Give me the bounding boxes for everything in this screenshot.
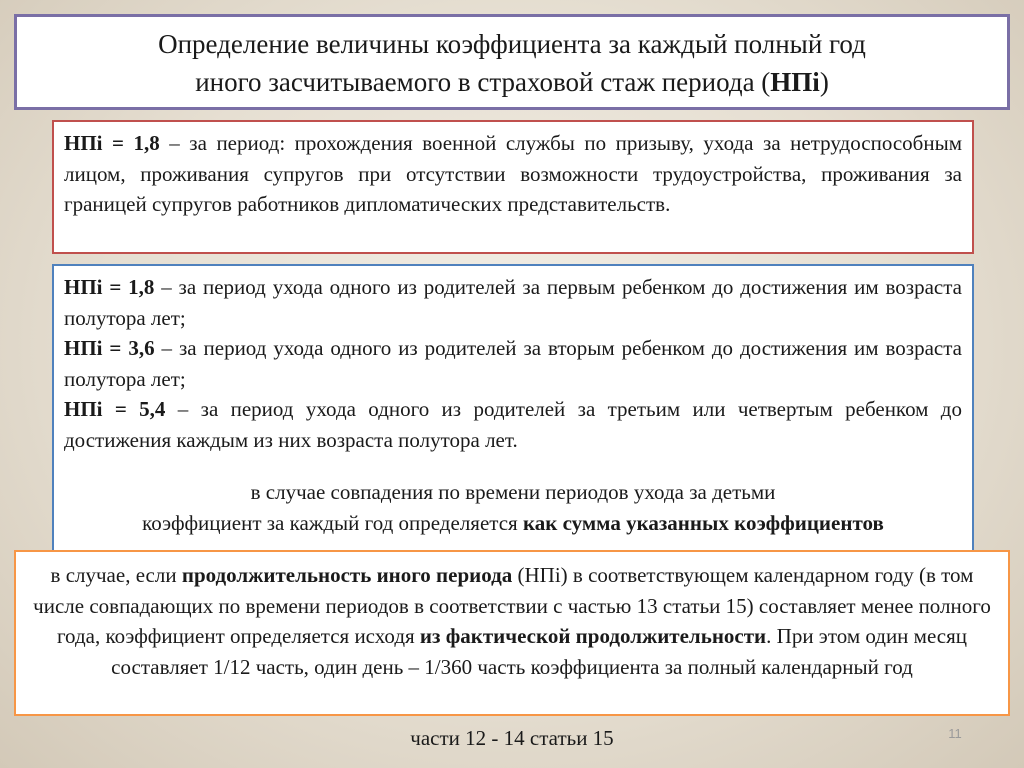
title-line-2-prefix: иного засчитываемого в страховой стаж периода (: [195, 67, 771, 97]
coefficient-description: – за период: прохождения военной службы по призыву, ухода за нетрудоспособным лицом, проживания супругов при отсутствии возможности трудоустройства, проживания за границей супругов работников дипломатических представительств.: [64, 131, 962, 216]
military-service-box: [52, 120, 974, 254]
coefficient-label: НПi = 5,4: [64, 397, 166, 421]
child-care-item-1: [64, 272, 962, 333]
slide-title: [14, 14, 1010, 110]
child-care-item-2: [64, 333, 962, 394]
coefficient-description: – за период ухода одного из родителей за вторым ребенком до достижения им возраста полутора лет;: [64, 336, 962, 391]
child-care-box: [52, 264, 974, 552]
overlap-note: [64, 477, 962, 538]
partial-year-bold-2: из фактической продолжительности: [419, 624, 767, 648]
coefficient-label: НПi = 3,6: [64, 336, 155, 360]
overlap-note-line-1: в случае совпадения по времени периодов ухода за детьми: [250, 480, 776, 504]
slide-number: 11: [948, 726, 962, 741]
overlap-note-prefix: коэффициент за каждый год определяется: [142, 510, 523, 535]
partial-year-part-3: . При этом один месяц составляет 1/12 часть, один день – 1/360 часть коэффициента за полный календарный год: [111, 624, 968, 679]
coefficient-label: НПi = 1,8: [64, 131, 160, 155]
coefficient-description: – за период ухода одного из родителей за первым ребенком до достижения им возраста полутора лет;: [64, 275, 962, 330]
title-line-1: Определение величины коэффициента за каждый полный год: [158, 29, 866, 59]
partial-year-box: [14, 550, 1010, 716]
partial-year-bold-1: продолжительность иного периода: [181, 563, 513, 587]
overlap-note-line-2: [64, 508, 962, 539]
partial-year-part-1: в случае, если: [50, 563, 182, 587]
coefficient-label: НПi = 1,8: [64, 275, 155, 299]
child-care-item-3: [64, 394, 962, 455]
overlap-note-bold: как сумма указанных коэффициентов: [522, 510, 884, 535]
military-service-text: [64, 128, 962, 220]
title-line-2: [17, 63, 1007, 101]
partial-year-part-2: (НПi) в соответствующем календарном году (в том числе совпадающих по времени периодов в соответствии с частью 13 статьи 15) составляет менее полного года, коэффициент определяется исходя: [33, 563, 991, 648]
footer-reference: части 12 - 14 статьи 15: [410, 726, 614, 750]
title-line-2-suffix: ): [819, 67, 829, 97]
title-line-2-bold: НПi: [770, 67, 820, 97]
coefficient-description: – за период ухода одного из родителей за третьим или четвертым ребенком до достижения каждым из них возраста полутора лет.: [64, 397, 962, 452]
